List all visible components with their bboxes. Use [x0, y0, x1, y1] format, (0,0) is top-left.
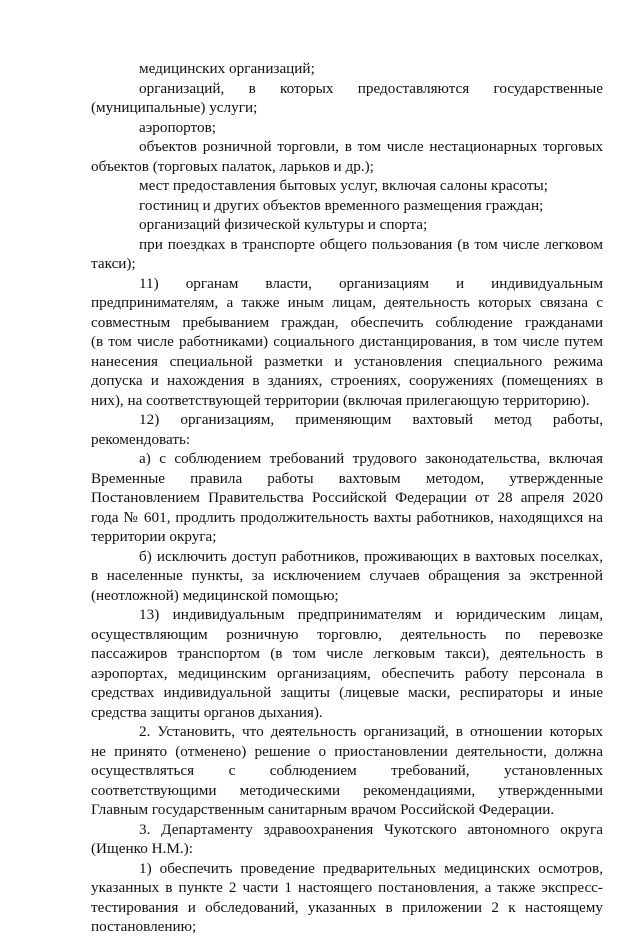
text-line: б) исключить доступ работников, проживающих в вахтовых поселках,	[139, 547, 603, 565]
text-line: них), на соответствующей территории (включая прилегающую территорию).	[91, 391, 590, 409]
text-line: соответствующими методическими рекомендациями, утвержденными	[91, 781, 603, 799]
text-line: (в том числе работниками) социального дистанцирования, в том числе путем	[91, 333, 603, 350]
text-line: медицинских организаций;	[139, 60, 315, 77]
text-line: гостиниц и других объектов временного размещения граждан;	[139, 196, 544, 214]
text-line: Главным государственным санитарным врачом Российской Федерации.	[91, 801, 555, 818]
text-line: при поездках в транспорте общего пользования (в том числе легковом	[139, 235, 603, 253]
text-line: (муниципальные) услуги;	[91, 99, 258, 116]
text-line: объектов (торговых палаток, ларьков и др.);	[91, 157, 374, 175]
text-line: аэропортов;	[139, 118, 216, 136]
text-line: аэропортах, медицинским организациям, обеспечить работу персонала в	[91, 664, 603, 682]
text-line: 11) органам власти, организациям и индивидуальным	[139, 274, 603, 292]
text-line: (неотложной) медицинской помощью;	[91, 586, 339, 604]
document-body	[91, 59, 603, 937]
text-line: осуществляющим розничную торговлю, деятельность по перевозке	[91, 625, 603, 643]
text-line: указанных в пункте 2 части 1 настоящего постановления, а также экспресс-	[91, 879, 603, 896]
text-line: не принято (отменено) решение о приостановлении деятельности, должна	[91, 742, 603, 760]
text-line: 13) индивидуальным предпринимателям и юридическим лицам,	[139, 606, 603, 623]
text-line: совместным пребыванием граждан, обеспечить соблюдение гражданами	[91, 313, 603, 331]
text-line: (Ищенко Н.М.):	[91, 840, 193, 857]
text-line: средствах индивидуальной защиты (лицевые маски, респираторы и иные	[91, 684, 603, 701]
text-line: Постановлением Правительства Российской Федерации от 28 апреля 2020	[91, 489, 603, 506]
text-line: года № 601, продлить продолжительность вахты работников, находящихся на	[91, 508, 603, 526]
text-line: территории округа;	[91, 528, 217, 545]
text-line: 1) обеспечить проведение предварительных медицинских осмотров,	[139, 859, 603, 877]
text-line: объектов розничной торговли, в том числе нестационарных торговых	[139, 138, 603, 155]
text-line: средства защиты органов дыхания).	[91, 703, 323, 721]
text-line: такси);	[91, 255, 136, 272]
text-line: осуществляться с соблюдением требований, установленных	[91, 762, 603, 779]
text-line: организаций физической культуры и спорта;	[139, 216, 428, 233]
text-line: в населенные пункты, за исключением случаев обращения за экстренной	[91, 567, 603, 584]
text-line: предпринимателям, а также иным лицам, деятельность которых связана с	[91, 294, 603, 311]
text-line: допуска и нахождения в зданиях, строениях, сооружениях (помещениях в	[91, 372, 603, 389]
text-line: 2. Установить, что деятельность организаций, в отношении которых	[139, 723, 603, 740]
text-line: организаций, в которых предоставляются государственные	[139, 79, 603, 97]
text-line: а) с соблюдением требований трудового законодательства, включая	[139, 450, 603, 467]
text-line: пассажиров транспортом (в том числе легковым такси), деятельность в	[91, 645, 603, 662]
text-line: рекомендовать:	[91, 430, 191, 448]
text-line: 12) организациям, применяющим вахтовый метод работы,	[139, 411, 603, 428]
text-line: Временные правила работы вахтовым методом, утвержденные	[91, 469, 603, 487]
text-line: 3. Департаменту здравоохранения Чукотского автономного округа	[139, 820, 603, 838]
text-line: мест предоставления бытовых услуг, включая салоны красоты;	[139, 177, 548, 194]
text-line: нанесения специальной разметки и установления специального режима	[91, 352, 603, 370]
text-line: постановлению;	[91, 918, 197, 935]
text-line: тестирования и обследований, указанных в приложении 2 к настоящему	[91, 898, 603, 916]
